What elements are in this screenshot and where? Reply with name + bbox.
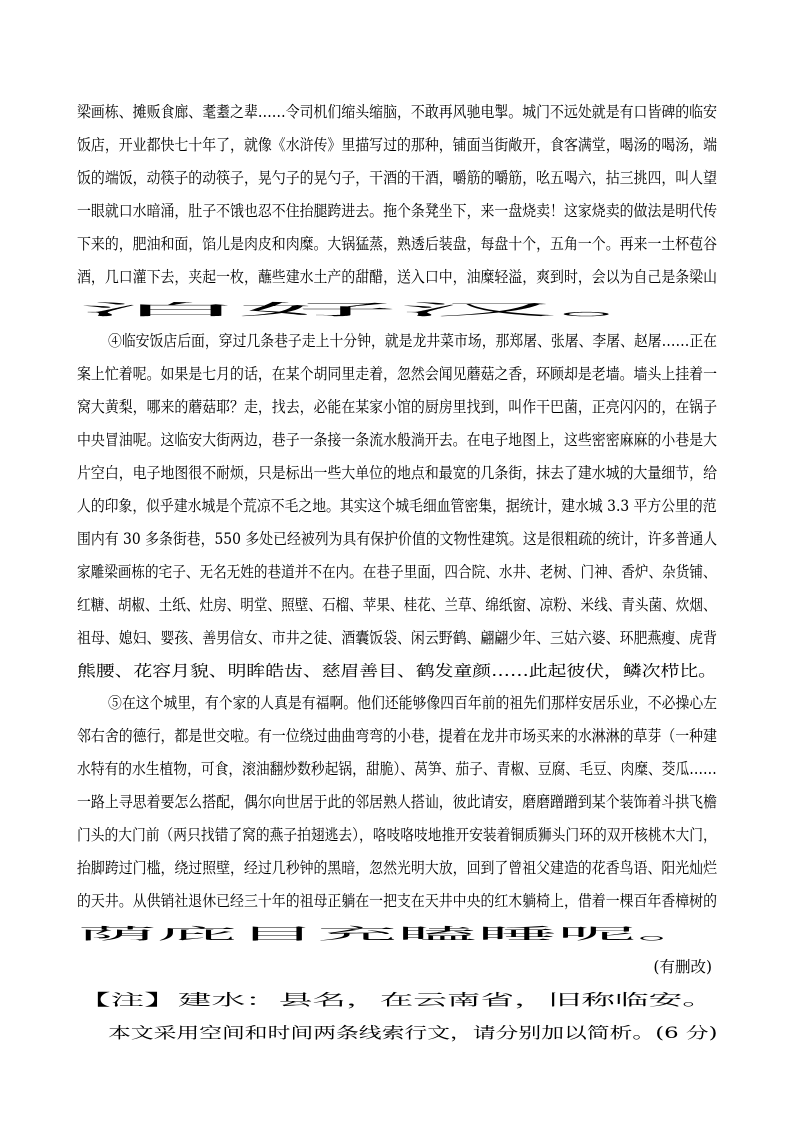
text-line: 泊好汉。 <box>77 301 718 319</box>
text-line: 饭的端饭，动筷子的动筷子，晃勺子的晃勺子，干酒的干酒，嚼筋的嚼筋，吆五喝六，拈三挑四，叫人望 <box>77 169 718 187</box>
text-line: 家雕梁画栋的宅子、无名无姓的巷道并不在内。在巷子里面，四合院、水井、老树、门神、香炉、杂货铺、 <box>77 563 717 581</box>
text-line: 梁画栋、摊贩食廊、耄耋之辈……令司机们缩头缩脑，不敢再风驰电掣。城门不远处就是有口皆碑的临安 <box>77 103 718 121</box>
text-line: 酒，几口灌下去，夹起一枚，蘸些建水土产的甜醋，送入口中，油糜轻溢，爽到时，会以为自己是条梁山 <box>77 268 718 286</box>
annotation-line <box>0 985 794 1015</box>
text-line: 案上忙着呢。如果是七月的话，在某个胡同里走着，忽然会闻见蘑菇之香，环顾却是老墙。墙头上挂着一 <box>77 365 718 383</box>
text-line: 红糖、胡椒、土纸、灶房、明堂、照壁、石榴、苹果、桂花、兰草、绵纸窗、凉粉、米线、青头菌、炊烟、 <box>77 596 717 614</box>
text-line: 中央冒油呢。这临安大街两边，巷子一条接一条流水般淌开去。在电子地图上，这些密密麻麻的小巷是大 <box>77 431 718 449</box>
text-line: 的天井。从供销社退休已经三十年的祖母正躺在一把支在天井中央的红木躺椅上，借着一棵百年香樟树的 <box>77 892 718 910</box>
text-line: 一路上寻思着要怎么搭配，偶尔向世居于此的邻居熟人搭讪，彼此请安，磨磨蹭蹭到某个装饰着斗拱飞檐 <box>77 793 718 811</box>
text-line: 一眼就口水暗涌，肚子不饿也忍不住抬腿跨进去。拖个条凳坐下，来一盘烧卖！这家烧卖的做法是明代传 <box>77 202 718 220</box>
text-line: 窝大黄梨，哪来的蘑菇耶？走，找去，必能在某家小馆的厨房里找到，叫作干巴菌，正亮闪闪的，在锅子 <box>77 398 718 416</box>
text-line: 片空白，电子地图很不耐烦，只是标出一些大单位的地点和最宽的几条街，抹去了建水城的大量细节，给 <box>77 464 718 482</box>
text-line: 人的印象，似乎建水城是个荒凉不毛之地。其实这个城毛细血管密集，据统计，建水城 3.3 平方公里的范 <box>77 497 717 515</box>
text-line: 祖母、媳妇、婴孩、善男信女、市井之徒、酒囊饭袋、闲云野鹤、翩翩少年、三姑六婆、环肥燕瘦、虎背 <box>77 629 718 647</box>
text-line: 水特有的水生植物，可食，滚油翻炒数秒起锅，甜脆）、莴笋、茄子、青椒、豆腐、毛豆、肉糜、茭瓜…… <box>77 760 717 778</box>
text-line: 饭店，开业都快七十年了，就像《水浒传》里描写过的那种，铺面当街敞开，食客满堂，喝汤的喝汤，端 <box>77 136 718 154</box>
source-note: (有删改) <box>653 958 712 976</box>
text-line: 熊腰、花容月貌、明眸皓齿、慈眉善目、鹤发童颜……此起彼伏，鳞次栉比。 <box>77 662 718 680</box>
text-line: 荫庇目充瞌睡呢。 <box>77 925 718 943</box>
question-text: 本文采用空间和时间两条线索行文，请分别加以简析。(6 分) <box>108 1024 718 1042</box>
text-line: ④临安饭店后面，穿过几条巷子走上十分钟，就是龙井菜市场，那郑屠、张屠、李屠、赵屠……正在 <box>108 332 718 350</box>
question-line <box>0 1018 794 1048</box>
text-line: 下来的，肥油和面，馅儿是肉皮和肉糜。大锅猛蒸，熟透后装盘，每盘十个，五角一个。再来一土杯苞谷 <box>77 235 718 253</box>
annotation-note: 【注】建水：县名，在云南省，旧称临安。 <box>77 991 716 1009</box>
text-line: 邻右舍的德行，都是世交啦。有一位绕过曲曲弯弯的小巷，提着在龙井市场买来的水淋淋的草芽（一种建 <box>77 727 718 745</box>
text-line: 抬脚跨过门槛，绕过照壁，经过几秒钟的黑暗，忽然光明大放，回到了曾祖父建造的花香鸟语、阳光灿烂 <box>77 859 718 877</box>
text-line: ⑤在这个城里，有个家的人真是有福啊。他们还能够像四百年前的祖先们那样安居乐业，不必操心左 <box>108 694 718 712</box>
text-line: 围内有 30 多条街巷，550 多处已经被列为具有保护价值的文物性建筑。这是很粗疏的统计，许多普通人 <box>77 530 718 548</box>
source-note-line <box>0 952 794 982</box>
text-line: 门头的大门前（两只找错了窝的燕子拍翅逃去），咯吱咯吱地推开安装着铜质狮头门环的双开核桃木大门， <box>77 826 717 844</box>
